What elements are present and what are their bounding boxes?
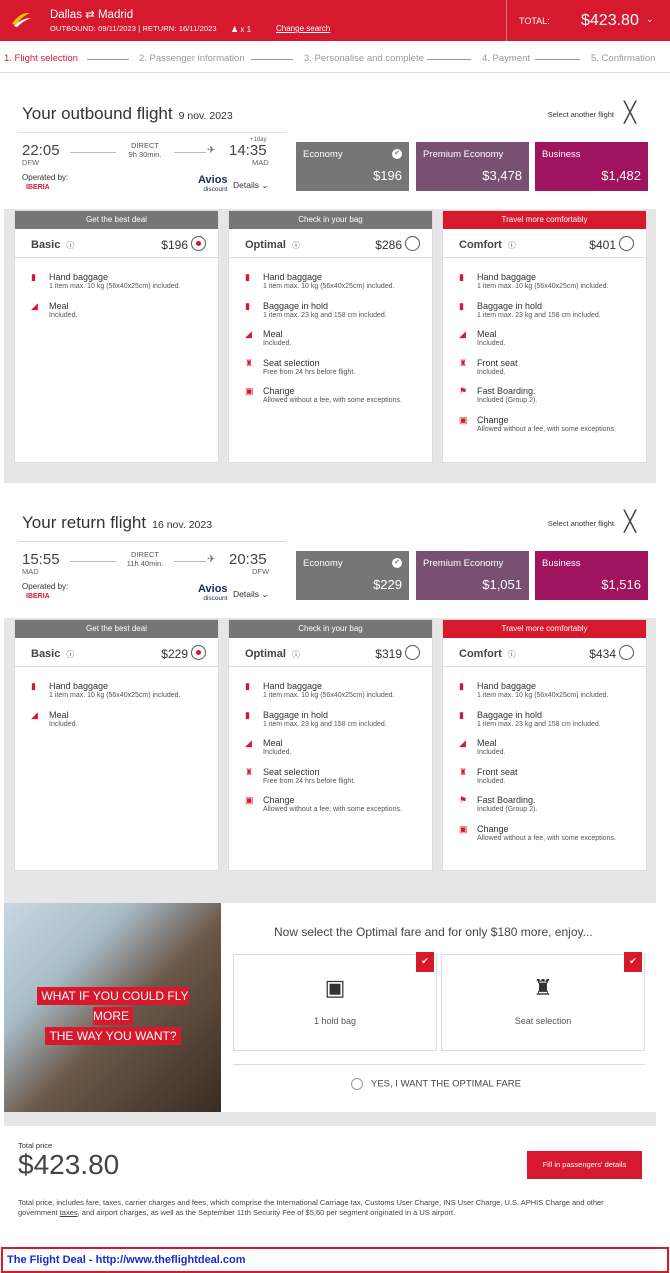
- select-another-flight-link[interactable]: Select another flight: [547, 519, 614, 528]
- plus-day: +1day: [250, 137, 267, 143]
- suitcase-icon: ▮: [245, 710, 250, 720]
- feature-item: ♜ Front seat Included.: [459, 358, 518, 376]
- cabin-business[interactable]: Business $1,482: [535, 142, 648, 191]
- departure-time: 22:05: [22, 142, 60, 159]
- calendar-icon: ▣: [459, 415, 468, 425]
- info-icon: ⓘ: [291, 241, 300, 250]
- feature-item: ▣ Change Allowed without a fee, with some exceptions.: [245, 795, 402, 813]
- seat-icon: ♜: [459, 358, 468, 368]
- feature-item: ▣ Change Allowed without a fee, with some exceptions.: [245, 386, 402, 404]
- price-note: Total price, includes fare, taxes, carrier charges and fees, which comprise the International Carriage tax, Customs User Charge, INS User Charge, U.S. APHIS Charge and other government taxes, and airport charges, as well as the September 11th Security Fee of $5,60 per segment originated in a US airport.: [18, 1198, 604, 1217]
- promo-seat-selection: ✔ ♜ Seat selection: [441, 954, 645, 1051]
- feature-item: ◢ Meal Included.: [245, 738, 292, 756]
- cabin-business[interactable]: Business $1,516: [535, 551, 648, 600]
- arrival-time: 14:35: [229, 142, 267, 159]
- fare-basic[interactable]: Get the best deal Basic ⓘ $229 ▮ Hand baggage 1 item max. 10 kg (56x40x25cm) included. ◢ Meal Included.: [14, 619, 219, 871]
- feature-item: ◢ Meal Included.: [31, 710, 78, 728]
- fare-radio[interactable]: [191, 645, 206, 660]
- feature-item: ◢ Meal Included.: [245, 329, 292, 347]
- meal-icon: ◢: [245, 329, 252, 339]
- total-dropdown[interactable]: [506, 0, 670, 41]
- suitcase-icon: ▮: [31, 272, 36, 282]
- bag-icon: ▣: [324, 975, 346, 1000]
- suitcase-icon: ▮: [245, 681, 250, 691]
- promo-title: Now select the Optimal fare and for only $180 more, enjoy...: [274, 925, 593, 939]
- feature-item: ▮ Baggage in hold 1 item max. 23 kg and 158 cm included.: [245, 301, 387, 319]
- footer-banner: The Flight Deal - http://www.theflightdeal.com: [1, 1247, 669, 1273]
- fare-optimal[interactable]: Check in your bag Optimal ⓘ $319 ▮ Hand baggage 1 item max. 10 kg (56x40x25cm) included. ▮ Baggage in hold 1 item max. 23 kg and 158 cm included. ◢ Meal Included. ♜ Seat selection Free from 24 hrs before flight. ▣ Change Allowed without a fee, with some exceptions.: [228, 619, 433, 871]
- fare-radio[interactable]: [619, 236, 634, 251]
- feature-item: ▮ Baggage in hold 1 item max. 23 kg and 158 cm included.: [459, 301, 601, 319]
- outbound-flight-card: [4, 92, 656, 209]
- airline-logo: IBERIA: [26, 593, 50, 600]
- fare-radio[interactable]: [619, 645, 634, 660]
- feature-item: ◢ Meal Included.: [31, 301, 78, 319]
- top-bar: [0, 0, 670, 41]
- feature-item: ▮ Baggage in hold 1 item max. 23 kg and 158 cm included.: [245, 710, 387, 728]
- plane-icon: ✈: [207, 145, 216, 156]
- feature-item: ⚑ Fast Boarding. Included (Group 2).: [459, 386, 538, 404]
- feature-item: ♜ Front seat Included.: [459, 767, 518, 785]
- change-search-link[interactable]: Change search: [276, 24, 331, 33]
- passenger-count: [231, 25, 251, 34]
- meal-icon: ◢: [459, 329, 466, 339]
- fare-price: $229: [161, 647, 188, 661]
- fare-name: Comfort ⓘ: [459, 648, 516, 660]
- seat-icon: ♜: [245, 358, 254, 368]
- suitcase-icon: ▮: [459, 681, 464, 691]
- operated-by: Operated by:: [22, 173, 69, 182]
- promo-headline: WHAT IF YOU COULD FLY MORE THE WAY YOU WANT?: [20, 986, 206, 1046]
- meal-icon: ◢: [31, 301, 38, 311]
- pax-count: x 1: [240, 25, 252, 34]
- return-flight-card: [4, 501, 656, 618]
- suitcase-icon: ▮: [459, 272, 464, 282]
- flight-direct: DIRECT 9h 30min.: [128, 141, 162, 159]
- departure-time: 15:55: [22, 551, 60, 568]
- cabin-economy[interactable]: Economy ✔ $229: [296, 551, 409, 600]
- checkmark-icon: ✔: [416, 952, 434, 972]
- details-dropdown[interactable]: Details ⌄: [233, 589, 269, 599]
- fare-radio[interactable]: [405, 236, 420, 251]
- feature-item: ▮ Hand baggage 1 item max. 10 kg (56x40x25cm) included.: [31, 681, 181, 699]
- fare-price: $434: [589, 647, 616, 661]
- feature-item: ◢ Meal Included.: [459, 738, 506, 756]
- fare-comfort[interactable]: Travel more comfortably Comfort ⓘ $434 ▮ Hand baggage 1 item max. 10 kg (56x40x25cm) included. ▮ Baggage in hold 1 item max. 23 kg and 158 cm included. ◢ Meal Included. ♜ Front seat Included. ⚑ Fast Boarding. Included (Group 2). ▣ Change Allowed without a fee, with some exceptions.: [442, 619, 647, 871]
- boarding-icon: ⚑: [459, 795, 468, 805]
- avios-badge: Avios discount: [198, 174, 228, 193]
- chevron-down-icon: ⌄: [646, 14, 654, 24]
- boarding-icon: ⚑: [459, 386, 468, 396]
- info-icon: ⓘ: [291, 650, 300, 659]
- fare-basic[interactable]: Get the best deal Basic ⓘ $196 ▮ Hand baggage 1 item max. 10 kg (56x40x25cm) included. ◢ Meal Included.: [14, 210, 219, 463]
- operated-by: Operated by:: [22, 582, 69, 591]
- fare-name: Basic ⓘ: [31, 648, 75, 660]
- fare-price: $286: [375, 238, 402, 252]
- plane-icon: ✈: [207, 554, 216, 565]
- info-icon: ⓘ: [66, 650, 75, 659]
- fare-name: Optimal ⓘ: [245, 648, 300, 660]
- departure-airport: MAD: [22, 567, 39, 576]
- taxes-link[interactable]: taxes: [59, 1208, 78, 1217]
- meal-icon: ◢: [459, 738, 466, 748]
- optimal-fare-radio[interactable]: YES, I WANT THE OPTIMAL FARE: [351, 1078, 521, 1090]
- fare-optimal[interactable]: Check in your bag Optimal ⓘ $286 ▮ Hand baggage 1 item max. 10 kg (56x40x25cm) included. ▮ Baggage in hold 1 item max. 23 kg and 158 cm included. ◢ Meal Included. ♜ Seat selection Free from 24 hrs before flight. ▣ Change Allowed without a fee, with some exceptions.: [228, 210, 433, 463]
- fare-name: Optimal ⓘ: [245, 239, 300, 251]
- route-cities: Dallas ⇄ Madrid: [50, 9, 134, 21]
- feature-item: ▮ Hand baggage 1 item max. 10 kg (56x40x25cm) included.: [245, 681, 395, 699]
- arrival-time: 20:35: [229, 551, 267, 568]
- seat-icon: ♜: [533, 975, 553, 1000]
- fare-price: $401: [589, 238, 616, 252]
- info-icon: ⓘ: [66, 241, 75, 250]
- route-dates: OUTBOUND: 09/11/2023 | RETURN: 16/11/2023: [50, 24, 217, 33]
- feature-item: ▮ Hand baggage 1 item max. 10 kg (56x40x25cm) included.: [459, 272, 609, 290]
- departure-airport: DFW: [22, 158, 40, 167]
- feature-item: ▮ Baggage in hold 1 item max. 23 kg and 158 cm included.: [459, 710, 601, 728]
- arrival-airport: MAD: [252, 158, 269, 167]
- promo-hold-bag: ✔ ▣ 1 hold bag: [233, 954, 437, 1051]
- progress-steps: [0, 41, 670, 73]
- iberia-logo-icon: [10, 10, 32, 28]
- meal-icon: ◢: [245, 738, 252, 748]
- suitcase-icon: ▮: [245, 301, 250, 311]
- fare-name: Basic ⓘ: [31, 239, 75, 251]
- feature-item: ⚑ Fast Boarding. Included (Group 2).: [459, 795, 538, 813]
- suitcase-icon: ▮: [459, 710, 464, 720]
- select-another-flight-link[interactable]: Select another flight: [547, 110, 614, 119]
- seat-icon: ♜: [245, 767, 254, 777]
- checkmark-icon: ✔: [624, 952, 642, 972]
- return-title: Your return flight 16 nov. 2023: [22, 513, 213, 532]
- seat-icon: ♜: [459, 767, 468, 777]
- suitcase-icon: ▮: [459, 301, 464, 311]
- route-summary: [50, 7, 217, 33]
- calendar-icon: ▣: [459, 824, 468, 834]
- fare-price: $319: [375, 647, 402, 661]
- step-1: 1. Flight selection: [4, 53, 78, 64]
- info-icon: ⓘ: [507, 650, 516, 659]
- step-2: 2. Passenger information: [139, 53, 245, 64]
- feature-item: ♜ Seat selection Free from 24 hrs before flight.: [245, 767, 356, 785]
- outbound-title: Your outbound flight 9 nov. 2023: [22, 104, 233, 123]
- total-price-amount: $423.80: [18, 1149, 120, 1180]
- feature-item: ◢ Meal Included.: [459, 329, 506, 347]
- promo-photo: [4, 903, 221, 1112]
- cabin-premium-economy[interactable]: Premium Economy $1,051: [416, 551, 529, 600]
- feature-item: ▣ Change Allowed without a fee, with some exceptions.: [459, 415, 616, 433]
- fare-price: $196: [161, 238, 188, 252]
- total-amount: $423.80: [581, 12, 639, 29]
- cabin-economy[interactable]: Economy ✔ $196: [296, 142, 409, 191]
- total-label: TOTAL:: [519, 16, 550, 26]
- cabin-premium-economy[interactable]: Premium Economy $3,478: [416, 142, 529, 191]
- close-icon[interactable]: ╳: [623, 102, 636, 124]
- meal-icon: ◢: [31, 710, 38, 720]
- close-icon[interactable]: ╳: [623, 511, 636, 533]
- fare-radio[interactable]: [405, 645, 420, 660]
- feature-item: ▮ Hand baggage 1 item max. 10 kg (56x40x25cm) included.: [459, 681, 609, 699]
- avios-badge: Avios discount: [198, 583, 228, 602]
- info-icon: ⓘ: [507, 241, 516, 250]
- fill-passengers-button[interactable]: Fill in passengers' details: [527, 1151, 642, 1179]
- check-icon: ✔: [392, 558, 402, 568]
- flight-direct: DIRECT 11h 40min.: [126, 550, 164, 568]
- feature-item: ♜ Seat selection Free from 24 hrs before flight.: [245, 358, 356, 376]
- step-3: 3. Personalise and complete: [304, 53, 424, 64]
- calendar-icon: ▣: [245, 386, 254, 396]
- feature-item: ▮ Hand baggage 1 item max. 10 kg (56x40x25cm) included.: [31, 272, 181, 290]
- total-price-panel: [4, 1126, 656, 1238]
- suitcase-icon: ▮: [245, 272, 250, 282]
- fare-radio[interactable]: [191, 236, 206, 251]
- step-5: 5. Confirmation: [591, 53, 656, 64]
- airline-logo: IBERIA: [26, 184, 50, 191]
- feature-item: ▣ Change Allowed without a fee, with some exceptions.: [459, 824, 616, 842]
- total-price-label: Total price: [18, 1141, 53, 1150]
- fare-name: Comfort ⓘ: [459, 239, 516, 251]
- calendar-icon: ▣: [245, 795, 254, 805]
- optimal-upsell: [4, 903, 656, 1112]
- step-4: 4. Payment: [482, 53, 531, 64]
- feature-item: ▮ Hand baggage 1 item max. 10 kg (56x40x25cm) included.: [245, 272, 395, 290]
- arrival-airport: DFW: [252, 567, 270, 576]
- check-icon: ✔: [392, 149, 402, 159]
- fare-comfort[interactable]: Travel more comfortably Comfort ⓘ $401 ▮ Hand baggage 1 item max. 10 kg (56x40x25cm) included. ▮ Baggage in hold 1 item max. 23 kg and 158 cm included. ◢ Meal Included. ♜ Front seat Included. ⚑ Fast Boarding. Included (Group 2). ▣ Change Allowed without a fee, with some exceptions.: [442, 210, 647, 463]
- details-dropdown[interactable]: Details ⌄: [233, 180, 269, 190]
- person-icon: ♟: [231, 25, 241, 34]
- suitcase-icon: ▮: [31, 681, 36, 691]
